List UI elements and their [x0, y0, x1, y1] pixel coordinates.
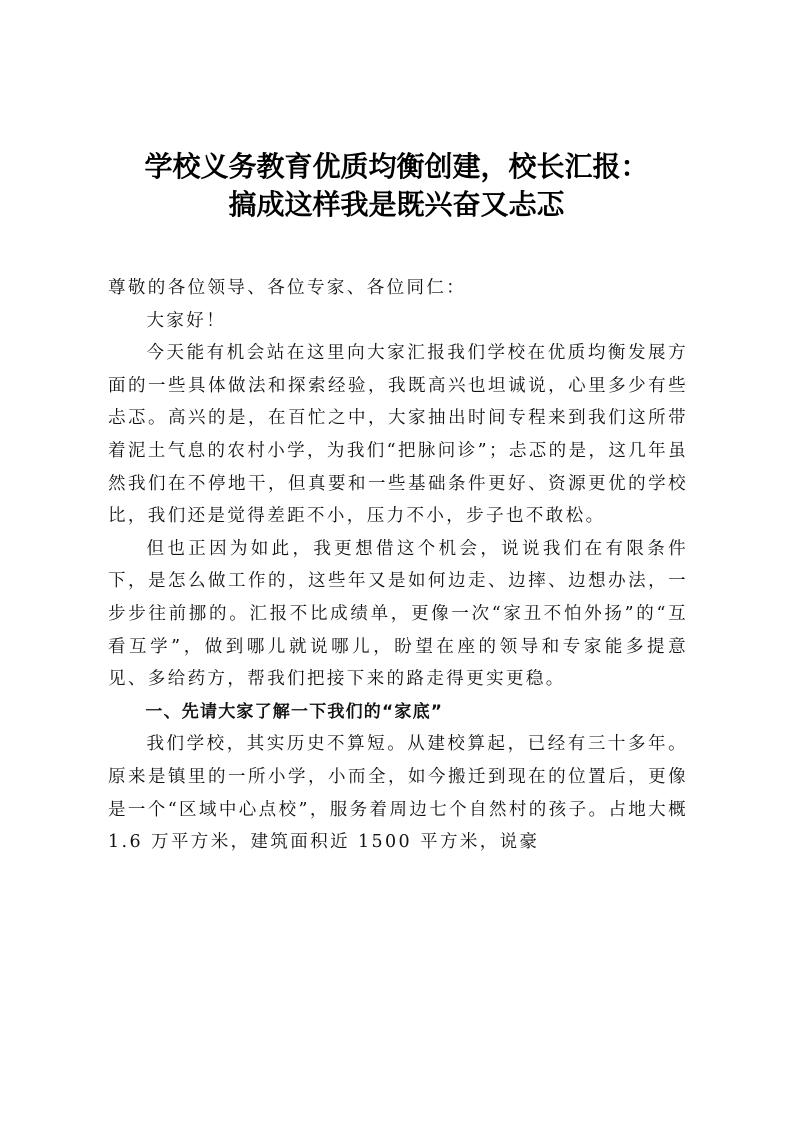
title-line-2: 搞成这样我是既兴奋又忐忑	[228, 188, 565, 221]
greeting: 大家好！	[146, 310, 227, 331]
section-heading: 一、先请大家了解一下我们的“家底”	[145, 701, 444, 722]
document-title	[100, 148, 693, 224]
paragraph: 今天能有机会站在这里向大家汇报我们学校在优质均衡发展方面的一些具体做法和探索经验，我既高兴也坦诚说，心里多少有些忐忑。高兴的是，在百忙之中，大家抽出时间专程来到我们这所带着泥土气息的农村小学，为我们“把脉问诊”；忐忑的是，这几年虽然我们在不停地干，但真要和一些基础条件更好、资源更优的学校比，我们还是觉得差距不小，压力不小，步子也不敢松。	[108, 343, 688, 527]
paragraph: 但也正因为如此，我更想借这个机会，说说我们在有限条件下，是怎么做工作的，这些年又是如何边走、边摔、边想办法，一步步往前挪的。汇报不比成绩单，更像一次“家丑不怕外扬”的“互看互学”，做到哪儿就说哪儿，盼望在座的领导和专家能多提意见、多给药方，帮我们把接下来的路走得更实更稳。	[108, 538, 688, 690]
paragraph: 我们学校，其实历史不算短。从建校算起，已经有三十多年。原来是镇里的一所小学，小而全，如今搬迁到现在的位置后，更像是一个“区域中心点校”，服务着周边七个自然村的孩子。占地大概 1.6 万平方米，建筑面积近 1500 平方米，说豪	[108, 734, 688, 853]
document-body	[108, 272, 688, 859]
salutation: 尊敬的各位领导、各位专家、各位同仁：	[108, 278, 467, 298]
title-line-1: 学校义务教育优质均衡创建，校长汇报：	[144, 150, 649, 183]
